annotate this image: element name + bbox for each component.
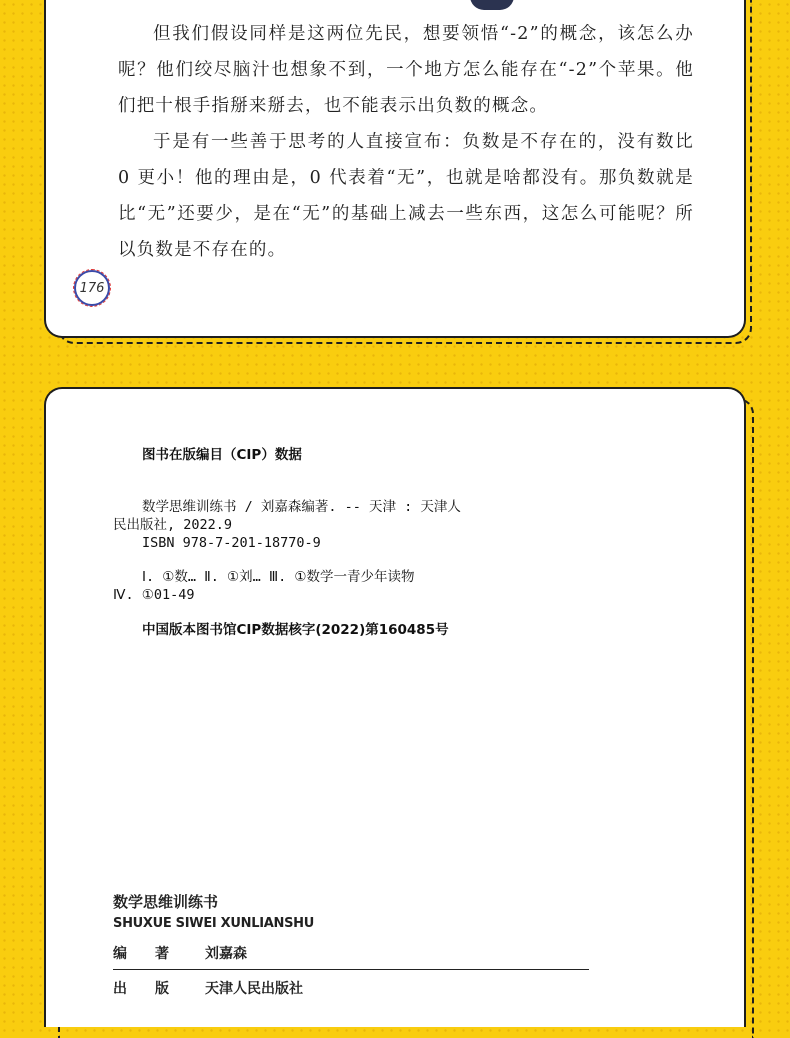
cip-line-classification: Ⅳ. ①01-49 (113, 587, 195, 603)
credit-publisher-value: 天津人民出版社 (205, 981, 303, 997)
credit-row-publisher (113, 978, 303, 998)
book-title-pinyin: SHUXUE SIWEI XUNLIANSHU (113, 916, 314, 931)
story-paragraph-1: 但我们假设同样是这两位先民，想要领悟“-2”的概念，该怎么办呢？他们绞尽脑汁也想象不到，一个地方怎么能存在“-2”个苹果。他们把十根手指掰来掰去，也不能表示出负数的概念。 (118, 24, 694, 116)
cip-line-title-author: 数学思维训练书 / 刘嘉森编著. -- 天津 : 天津人 (142, 499, 461, 515)
cip-line-publisher-date: 民出版社, 2022.9 (113, 517, 233, 533)
credit-row-author (113, 943, 247, 963)
cip-approval-number: 中国版本图书馆CIP数据核字(2022)第160485号 (142, 622, 449, 638)
copyright-page-card (44, 387, 746, 1027)
book-title-chinese: 数学思维训练书 (113, 893, 219, 911)
credit-divider (113, 969, 589, 970)
credit-author-value: 刘嘉森 (205, 946, 247, 962)
cip-heading: 图书在版编目（CIP）数据 (142, 447, 302, 463)
cip-line-subjects: Ⅰ. ①数… Ⅱ. ①刘… Ⅲ. ①数学一青少年读物 (142, 569, 415, 585)
cip-line-isbn: ISBN 978-7-201-18770-9 (142, 535, 321, 551)
credit-author-label: 编 著 (113, 946, 169, 962)
page-number-badge (74, 270, 110, 306)
story-paragraph-2: 于是有一些善于思考的人直接宣布：负数是不存在的，没有数比 0 更小！他的理由是，0 代表着“无”，也就是啥都没有。那负数就是比“无”还要少，是在“无”的基础上减去一些东西，这怎么可能呢？所以负数是不存在的。 (118, 132, 694, 260)
page-number: 176 (79, 280, 105, 296)
credit-publisher-label: 出 版 (113, 981, 169, 997)
